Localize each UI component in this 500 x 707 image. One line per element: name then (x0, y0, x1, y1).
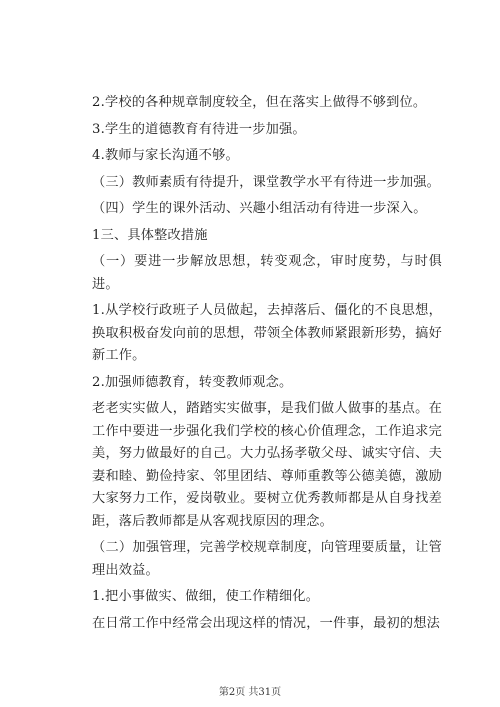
paragraph-2: 3.学生的道德教育有待进一步加强。 (92, 121, 306, 137)
paragraph-1: 2.学校的各种规章制度较全，但在落实上做得不够到位。 (92, 95, 427, 110)
paragraph-8: 1.从学校行政班子人员做起，去掉落后、僵化的不良思想，换取积极奋发向前的思想，带领全体教师紧跟新形势，搞好新工作。 (92, 303, 442, 363)
paragraph-9: 2.加强师德教育，转变教师观念。 (92, 374, 293, 390)
paragraph-7: （一）要进一步解放思想，转变观念，审时度势，与时俱进。 (92, 254, 442, 292)
paragraph-3: 4.教师与家长沟通不够。 (92, 148, 239, 163)
paragraph-4: （三）教师素质有待提升，课堂教学水平有待进一步加强。 (92, 174, 441, 190)
paragraph-11: （二）加强管理，完善学校规章制度，向管理要质量，让管理出效益。 (92, 540, 442, 578)
page-number-footer: 第2页 共31页 (218, 687, 282, 698)
paragraph-10: 老老实实做人，踏踏实实做事，是我们做人做事的基点。在工作中要进一步强化我们学校的核心价值理念，工作追求完美，努力做最好的自己。大力弘扬孝敬父母、诚实守信、夫妻和睦、勤俭持家、邻里团结、尊师重教等公德美德，激励大家努力工作，爱岗敬业。要树立优秀教师都是从自身找差距，落后教师都是从客观找原因的理念。 (92, 401, 442, 529)
paragraph-5: （四）学生的课外活动、兴趣小组活动有待进一步深入。 (92, 201, 427, 216)
paragraph-13: 在日常工作中经常会出现这样的情况，一件事，最初的想法 (92, 615, 441, 631)
paragraph-12: 1.把小事做实、做细，使工作精细化。 (92, 589, 320, 604)
document-body (92, 92, 442, 639)
section-heading: 1三、具体整改措施 (92, 227, 208, 243)
